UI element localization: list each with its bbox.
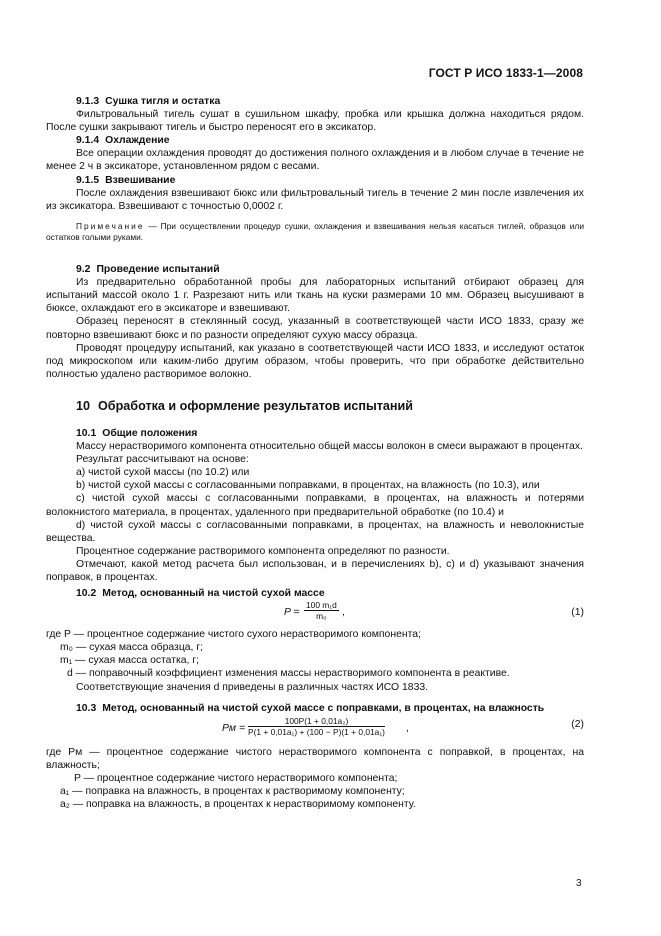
where-line: m₀ — сухая масса образца, г;	[60, 642, 203, 654]
paragraph: Массу нерастворимого компонента относительно общей массы волокон в смеси выражают в процентах.	[76, 441, 583, 453]
paragraph: Результат рассчитывают на основе:	[76, 454, 249, 466]
heading-9-1-3: 9.1.3 Сушка тигля и остатка	[76, 96, 221, 107]
heading-9-1-5: 9.1.5 Взвешивание	[76, 174, 176, 186]
formula-fraction	[304, 600, 339, 621]
where-line: P — процентное содержание чистого нерастворимого компонента;	[74, 772, 398, 784]
paragraph: Из предварительно обработанной пробы для лабораторных испытаний отбирают образец для испытаний массой около 1 г. Разрезают нить или ткань на куски размерами 10 мм. Образец высушивают в бюксе, охлаждают его в эксикаторе и взвешивают.	[46, 277, 584, 315]
paragraph: Проводят процедуру испытаний, как указано в соответствующей части ИСО 1833, и исследуют остаток под микроскопом или каким-либо другим образом, чтобы проверить, что при обработке действительно полностью удалено растворимое волокно.	[46, 342, 584, 380]
where-line: m₁ — сухая масса остатка, г;	[60, 655, 199, 667]
heading-10-1: 10.1 Общие положения	[76, 427, 198, 439]
paragraph: Соответствующие значения d приведены в различных частях ИСО 1833.	[76, 681, 429, 693]
heading-10: 10 Обработка и оформление результатов испытаний	[76, 398, 414, 413]
list-item: с) чистой сухой массы с согласованными поправками, в процентах, на влажность и потерями волокнистого материала, в процентах, удаленного при предварительной обработке (по 10.4) и	[46, 493, 584, 518]
list-item: а) чистой сухой массы (по 10.2) или	[76, 467, 250, 479]
where-line: где P — процентное содержание чистого сухого нерастворимого компонента;	[46, 629, 421, 641]
formula-1: P = $\frac{\text{100 m₁d}}{\text{m₀}}$ , (1)	[284, 600, 584, 622]
formula-numerator: 100P(1 + 0,01a₂)	[248, 716, 385, 727]
where-line: a₂ — поправка на влажность, в процентах к нерастворимому компоненту.	[60, 799, 416, 811]
document-body	[46, 95, 584, 811]
note: Примечание — При осуществлении процедур сушки, охлаждения и взвешивания нельзя касаться тиглей, образцов или остатков голыми руками.	[46, 220, 584, 243]
paragraph: Отмечают, какой метод расчета был использован, и в перечислениях b), c) и d) указывают значения поправок, в процентах.	[46, 558, 584, 583]
paragraph: После охлаждения взвешивают бюкс или фильтровальный тигель в течение 2 мин после извлечения их из эксикатора. Взвешивают с точностью 0,0002 г.	[46, 187, 584, 212]
paragraph: Все операции охлаждения проводят до достижения полного охлаждения и в любом случае в течение не менее 2 ч в эксикаторе, установленном рядом с весами.	[46, 148, 584, 173]
page-number: 3	[576, 878, 582, 889]
where-line: где Pм — процентное содержание чистого нерастворимого компонента с поправкой, в процентах, на влажность;	[46, 746, 584, 771]
formula-lhs: P =	[284, 607, 300, 619]
formula-numerator: 100 m₁d	[306, 600, 337, 611]
list-item: b) чистой сухой массы с согласованными поправками, в процентах, на влажность (по 10.3), или	[76, 480, 540, 492]
formula-fraction	[248, 716, 385, 737]
page-header: ГОСТ Р ИСО 1833-1—2008	[428, 66, 583, 80]
formula-2: Pм = $\frac{\text{100P(1 + 0,01a₂)}}{\text{P(1 + 0,01a₁) + (100 − P)(1 + 0,01a₁)}}$ , (2)	[222, 715, 584, 737]
heading-10-2: 10.2 Метод, основанный на чистой сухой массе	[76, 588, 325, 600]
where-line: a₁ — поправка на влажность, в процентах к растворимому компоненту;	[60, 786, 405, 798]
paragraph: Образец переносят в стеклянный сосуд, указанный в соответствующей части ИСО 1833, сразу же повторно взвешивают бюкс и по разности определяют сухую массу образца.	[46, 316, 584, 341]
formula-lhs: Pм =	[222, 722, 246, 734]
formula-denominator: P(1 + 0,01a₁) + (100 − P)(1 + 0,01a₁)	[248, 726, 385, 737]
heading-10-3: 10.3 Метод, основанный на чистой сухой массе с поправками, в процентах, на влажность	[76, 702, 545, 714]
equation-number: (1)	[571, 607, 584, 619]
where-line: d — поправочный коэффициент изменения массы нерастворимого компонента в реактиве.	[67, 668, 510, 680]
list-item: d) чистой сухой массы с согласованными поправками, в процентах, на влажность и неволокнистые вещества.	[46, 519, 584, 544]
paragraph: Процентное содержание растворимого компонента определяют по разности.	[76, 545, 450, 557]
paragraph: Фильтровальный тигель сушат в сушильном шкафу, пробка или крышка должна находиться рядом. После сушки закрывают тигель и быстро переносят его в эксикатор.	[46, 109, 584, 134]
heading-9-1-4: 9.1.4 Охлаждение	[76, 135, 170, 147]
equation-number: (2)	[571, 718, 584, 730]
formula-denominator: m₀	[316, 611, 327, 622]
heading-9-2: 9.2 Проведение испытаний	[76, 264, 220, 276]
